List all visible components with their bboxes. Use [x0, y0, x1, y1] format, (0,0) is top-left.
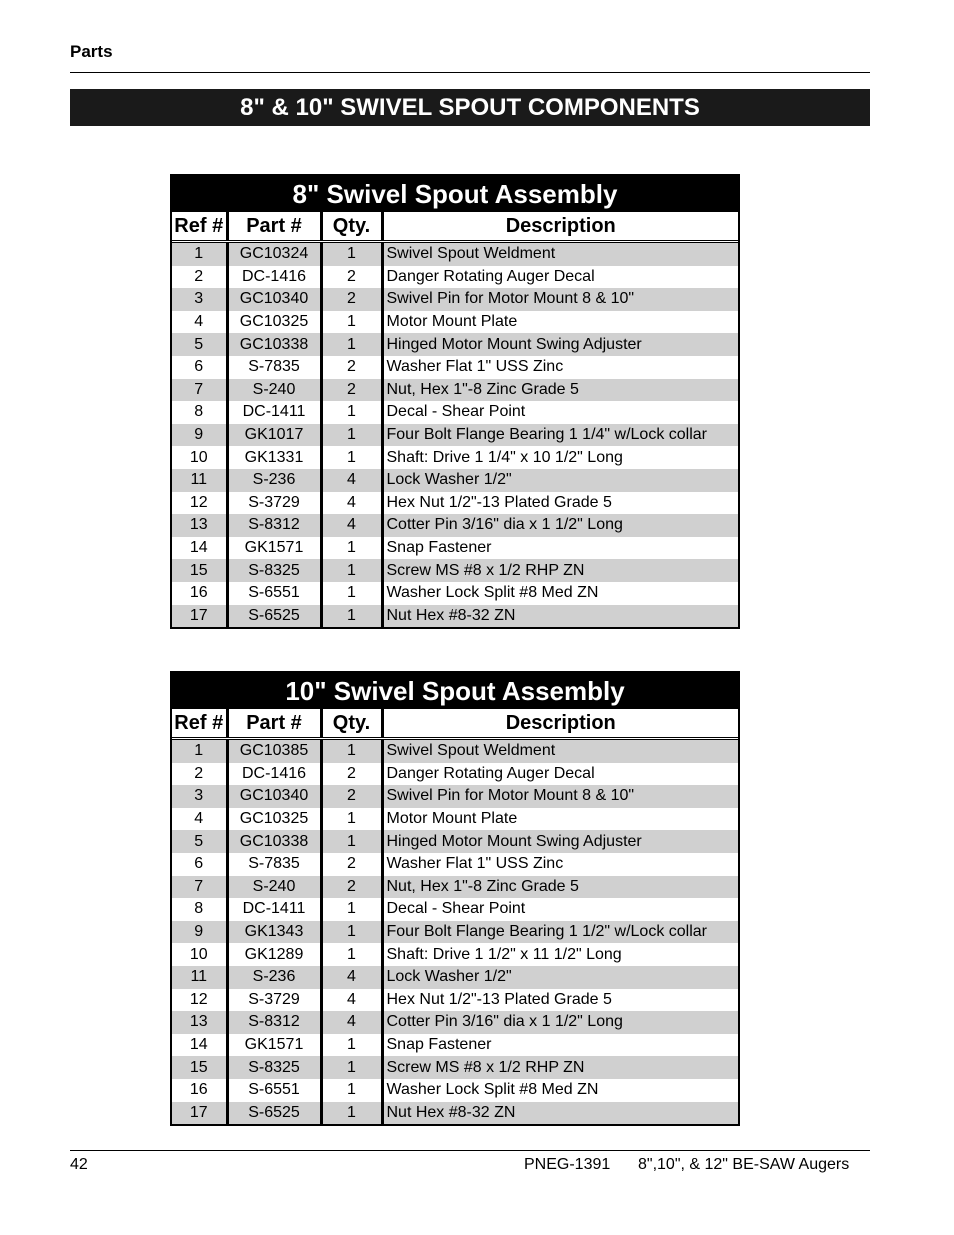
part-cell: DC-1411: [227, 401, 321, 424]
description-cell: Motor Mount Plate: [386, 313, 518, 331]
part-cell: S-240: [227, 379, 321, 402]
ref-cell: 1: [172, 739, 227, 763]
qty-cell: 1: [321, 537, 382, 560]
ref-cell: 7: [172, 379, 227, 402]
part-cell: DC-1411: [227, 898, 321, 921]
description-cell: Washer Lock Split #8 Med ZN: [386, 584, 599, 602]
description-cell: Nut Hex #8-32 ZN: [382, 605, 738, 628]
ref-cell: 11: [172, 966, 227, 989]
ref-cell: 5: [172, 333, 227, 356]
table-body: [172, 739, 738, 1125]
qty-cell: 4: [321, 492, 382, 515]
description-cell: Shaft: Drive 1 1/4" x 10 1/2" Long: [386, 448, 623, 466]
table-row: [172, 559, 738, 582]
table-row: [172, 739, 738, 763]
table-row: [172, 514, 738, 537]
part-cell: GK1571: [227, 1034, 321, 1057]
ref-cell: 9: [172, 424, 227, 447]
col-qty-header: Qty.: [321, 212, 382, 242]
qty-cell: 1: [321, 401, 382, 424]
part-cell: GC10324: [227, 242, 321, 266]
qty-cell: 2: [321, 853, 382, 876]
qty-cell: 1: [321, 808, 382, 831]
table-row: [172, 853, 738, 876]
qty-cell: 4: [321, 989, 382, 1012]
ref-cell: 16: [172, 1079, 227, 1102]
section-label: Parts: [70, 42, 113, 61]
part-cell: GC10325: [227, 311, 321, 334]
part-cell: S-6551: [227, 582, 321, 605]
part-cell: S-3729: [227, 989, 321, 1012]
qty-cell: 4: [321, 966, 382, 989]
description-cell: Washer Flat 1" USS Zinc: [386, 358, 564, 376]
qty-cell: 2: [321, 379, 382, 402]
description-cell: Lock Washer 1/2": [382, 469, 738, 492]
ref-cell: 13: [172, 1011, 227, 1034]
part-cell: GK1017: [227, 424, 321, 447]
qty-cell: 2: [321, 288, 382, 311]
description-cell: Snap Fastener: [386, 539, 492, 557]
description-cell: Motor Mount Plate: [386, 810, 518, 828]
ref-cell: 10: [172, 943, 227, 966]
assembly-title: 8" Swivel Spout Assembly: [172, 176, 738, 212]
part-cell: GC10340: [227, 288, 321, 311]
ref-cell: 11: [172, 469, 227, 492]
part-cell: S-240: [227, 876, 321, 899]
col-description-header: Description: [382, 709, 738, 739]
qty-cell: 1: [321, 1034, 382, 1057]
footer-divider: [70, 1150, 870, 1151]
table-row: [172, 898, 738, 921]
description-cell: Four Bolt Flange Bearing 1 1/2" w/Lock collar: [382, 921, 738, 944]
ref-cell: 5: [172, 830, 227, 853]
qty-cell: 2: [321, 785, 382, 808]
qty-cell: 1: [321, 921, 382, 944]
part-cell: DC-1416: [227, 266, 321, 289]
qty-cell: 1: [321, 1079, 382, 1102]
ref-cell: 10: [172, 446, 227, 469]
description-cell: Danger Rotating Auger Decal: [386, 764, 595, 782]
page-number: 42: [70, 1156, 88, 1173]
description-cell: Screw MS #8 x 1/2 RHP ZN: [382, 559, 738, 582]
ref-cell: 8: [172, 401, 227, 424]
part-cell: GK1571: [227, 537, 321, 560]
table-row: [172, 1011, 738, 1034]
description-cell: Decal - Shear Point: [386, 403, 526, 421]
col-ref-header: Ref #: [172, 212, 227, 242]
description-cell: Hex Nut 1/2"-13 Plated Grade 5: [386, 493, 612, 511]
ref-cell: 14: [172, 1034, 227, 1057]
part-cell: GK1331: [227, 446, 321, 469]
ref-cell: 7: [172, 876, 227, 899]
description-cell: Four Bolt Flange Bearing 1 1/4" w/Lock collar: [382, 424, 738, 447]
ref-cell: 4: [172, 311, 227, 334]
description-cell: Swivel Pin for Motor Mount 8 & 10": [382, 288, 738, 311]
qty-cell: 1: [321, 242, 382, 266]
col-qty-header: Qty.: [321, 709, 382, 739]
table-row: [172, 785, 738, 808]
part-cell: GK1343: [227, 921, 321, 944]
description-cell: Swivel Pin for Motor Mount 8 & 10": [382, 785, 738, 808]
ref-cell: 6: [172, 853, 227, 876]
part-cell: S-8312: [227, 1011, 321, 1034]
ref-cell: 4: [172, 808, 227, 831]
table-row: [172, 379, 738, 402]
qty-cell: 1: [321, 582, 382, 605]
qty-cell: 2: [321, 763, 382, 786]
table-row: [172, 1056, 738, 1079]
part-cell: S-6525: [227, 1102, 321, 1125]
description-cell: Snap Fastener: [386, 1036, 492, 1054]
description-cell: Hinged Motor Mount Swing Adjuster: [382, 830, 738, 853]
description-cell: Lock Washer 1/2": [382, 966, 738, 989]
ref-cell: 17: [172, 605, 227, 628]
description-cell: Swivel Spout Weldment: [382, 242, 738, 266]
table-row: [172, 605, 738, 628]
qty-cell: 1: [321, 1102, 382, 1125]
table-row: [172, 582, 738, 605]
parts-table: [172, 212, 738, 627]
ref-cell: 12: [172, 989, 227, 1012]
part-cell: S-6551: [227, 1079, 321, 1102]
document-title: 8",10", & 12" BE-SAW Augers: [638, 1156, 850, 1173]
part-cell: GC10325: [227, 808, 321, 831]
qty-cell: 1: [321, 605, 382, 628]
table-row: [172, 966, 738, 989]
table-row: [172, 446, 738, 469]
part-cell: S-7835: [227, 853, 321, 876]
qty-cell: 1: [321, 446, 382, 469]
table-row: [172, 1034, 738, 1057]
page-title-banner: 8" & 10" SWIVEL SPOUT COMPONENTS: [70, 89, 870, 126]
table-row: [172, 989, 738, 1012]
ref-cell: 2: [172, 763, 227, 786]
description-cell: Washer Flat 1" USS Zinc: [386, 855, 564, 873]
description-cell: Hinged Motor Mount Swing Adjuster: [382, 333, 738, 356]
description-cell: Swivel Spout Weldment: [382, 739, 738, 763]
part-cell: S-236: [227, 469, 321, 492]
description-cell: Shaft: Drive 1 1/2" x 11 1/2" Long: [386, 945, 622, 963]
ref-cell: 1: [172, 242, 227, 266]
ref-cell: 3: [172, 288, 227, 311]
qty-cell: 2: [321, 266, 382, 289]
ref-cell: 14: [172, 537, 227, 560]
table-row: [172, 1079, 738, 1102]
part-cell: S-8325: [227, 559, 321, 582]
qty-cell: 4: [321, 514, 382, 537]
ref-cell: 2: [172, 266, 227, 289]
table-row: [172, 311, 738, 334]
qty-cell: 2: [321, 356, 382, 379]
qty-cell: 1: [321, 830, 382, 853]
table-row: [172, 876, 738, 899]
table-row: [172, 830, 738, 853]
table-row: [172, 333, 738, 356]
col-description-header: Description: [382, 212, 738, 242]
table-row: [172, 537, 738, 560]
ref-cell: 3: [172, 785, 227, 808]
table-header-row: [172, 212, 738, 242]
part-cell: S-6525: [227, 605, 321, 628]
table-row: [172, 288, 738, 311]
table-row: [172, 943, 738, 966]
table-header-row: [172, 709, 738, 739]
table-row: [172, 242, 738, 266]
qty-cell: 1: [321, 943, 382, 966]
description-cell: Nut, Hex 1"-8 Zinc Grade 5: [382, 876, 738, 899]
part-cell: GC10338: [227, 333, 321, 356]
part-cell: S-3729: [227, 492, 321, 515]
part-cell: S-8325: [227, 1056, 321, 1079]
part-cell: GC10385: [227, 739, 321, 763]
table-row: [172, 424, 738, 447]
qty-cell: 2: [321, 876, 382, 899]
table-row: [172, 266, 738, 289]
table-row: [172, 492, 738, 515]
table-row: [172, 921, 738, 944]
part-cell: S-236: [227, 966, 321, 989]
ref-cell: 16: [172, 582, 227, 605]
description-cell: Cotter Pin 3/16" dia x 1 1/2" Long: [382, 1011, 738, 1034]
qty-cell: 1: [321, 311, 382, 334]
table-row: [172, 469, 738, 492]
qty-cell: 4: [321, 1011, 382, 1034]
qty-cell: 4: [321, 469, 382, 492]
ref-cell: 15: [172, 1056, 227, 1079]
qty-cell: 1: [321, 1056, 382, 1079]
table-row: [172, 1102, 738, 1125]
table-row: [172, 808, 738, 831]
assembly-table-8in: [170, 174, 740, 629]
ref-cell: 15: [172, 559, 227, 582]
col-ref-header: Ref #: [172, 709, 227, 739]
qty-cell: 1: [321, 424, 382, 447]
part-cell: DC-1416: [227, 763, 321, 786]
table-row: [172, 401, 738, 424]
col-part-header: Part #: [227, 212, 321, 242]
parts-table: [172, 709, 738, 1124]
description-cell: Hex Nut 1/2"-13 Plated Grade 5: [386, 990, 612, 1008]
description-cell: Danger Rotating Auger Decal: [386, 267, 595, 285]
part-cell: S-7835: [227, 356, 321, 379]
ref-cell: 13: [172, 514, 227, 537]
description-cell: Nut, Hex 1"-8 Zinc Grade 5: [382, 379, 738, 402]
description-cell: Decal - Shear Point: [386, 900, 526, 918]
part-cell: GC10338: [227, 830, 321, 853]
ref-cell: 6: [172, 356, 227, 379]
ref-cell: 8: [172, 898, 227, 921]
qty-cell: 1: [321, 898, 382, 921]
qty-cell: 1: [321, 739, 382, 763]
table-row: [172, 356, 738, 379]
ref-cell: 9: [172, 921, 227, 944]
col-part-header: Part #: [227, 709, 321, 739]
assembly-table-10in: [170, 671, 740, 1126]
ref-cell: 12: [172, 492, 227, 515]
qty-cell: 1: [321, 559, 382, 582]
ref-cell: 17: [172, 1102, 227, 1125]
part-cell: GC10340: [227, 785, 321, 808]
description-cell: Nut Hex #8-32 ZN: [382, 1102, 738, 1125]
description-cell: Cotter Pin 3/16" dia x 1 1/2" Long: [382, 514, 738, 537]
part-cell: S-8312: [227, 514, 321, 537]
part-cell: GK1289: [227, 943, 321, 966]
description-cell: Washer Lock Split #8 Med ZN: [386, 1081, 599, 1099]
table-row: [172, 763, 738, 786]
description-cell: Screw MS #8 x 1/2 RHP ZN: [382, 1056, 738, 1079]
qty-cell: 1: [321, 333, 382, 356]
assembly-title: 10" Swivel Spout Assembly: [172, 673, 738, 709]
table-body: [172, 242, 738, 628]
document-id: PNEG-1391: [524, 1156, 611, 1173]
header-divider: [70, 72, 870, 73]
